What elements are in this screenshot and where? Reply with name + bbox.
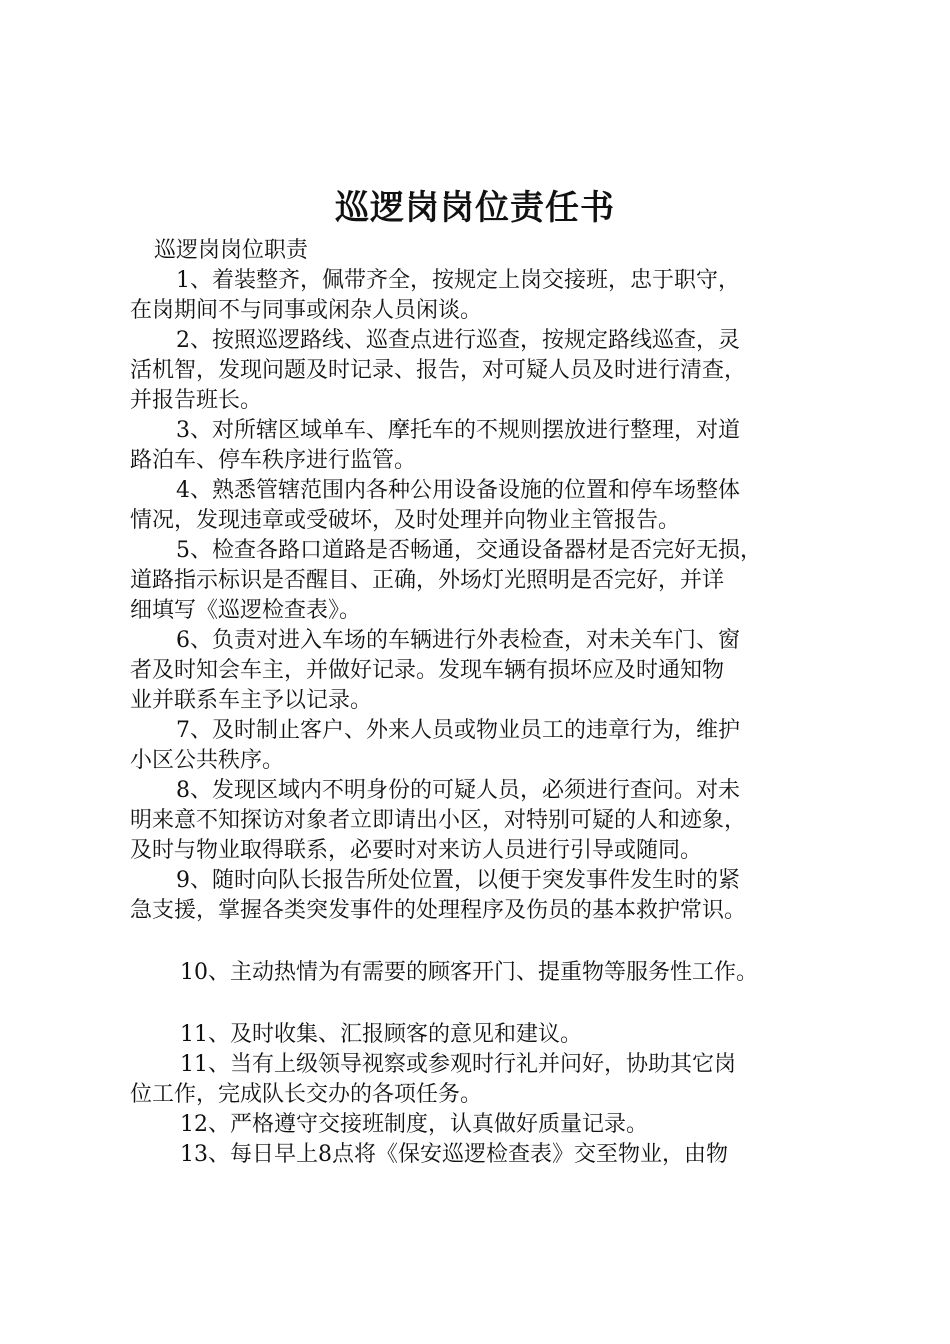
paragraph-line: 5、检查各路口道路是否畅通，交通设备器材是否完好无损， (176, 538, 762, 563)
paragraph-line: 活机智，发现问题及时记录、报告，对可疑人员及时进行清查， (130, 358, 747, 383)
paragraph-line: 4、熟悉管辖范围内各种公用设备设施的位置和停车场整体 (176, 478, 740, 503)
paragraph-line: 9、随时向队长报告所处位置，以便于突发事件发生时的紧 (176, 868, 740, 893)
paragraph-line: 在岗期间不与同事或闲杂人员闲谈。 (130, 298, 483, 323)
paragraph-line: 10、主动热情为有需要的顾客开门、提重物等服务性工作。 (180, 960, 758, 985)
paragraph-line: 3、对所辖区域单车、摩托车的不规则摆放进行整理，对道 (176, 418, 740, 443)
paragraph-line: 7、及时制止客户、外来人员或物业员工的违章行为，维护 (176, 718, 740, 743)
paragraph-line: 者及时知会车主，并做好记录。发现车辆有损坏应及时通知物 (130, 658, 725, 683)
document-body (130, 236, 850, 1170)
paragraph-line: 道路指示标识是否醒目、正确，外场灯光照明是否完好，并详 (130, 568, 725, 593)
paragraph-line: 12、严格遵守交接班制度，认真做好质量记录。 (180, 1112, 648, 1137)
paragraph-line: 情况，发现违章或受破坏，及时处理并向物业主管报告。 (130, 508, 681, 533)
paragraph-line: 2、按照巡逻路线、巡查点进行巡查，按规定路线巡查，灵 (176, 328, 740, 353)
paragraph-line: 及时与物业取得联系，必要时对来访人员进行引导或随同。 (130, 838, 703, 863)
paragraph-line: 11、及时收集、汇报顾客的意见和建议。 (180, 1022, 582, 1047)
paragraph-line: 8、发现区域内不明身份的可疑人员，必须进行查问。对未 (176, 778, 740, 803)
paragraph-line: 小区公共秩序。 (130, 748, 285, 773)
paragraph-line: 位工作，完成队长交办的各项任务。 (130, 1082, 483, 1107)
document-title: 巡逻岗岗位责任书 (335, 188, 615, 228)
paragraph-line: 业并联系车主予以记录。 (130, 688, 373, 713)
paragraph-line: 11、当有上级领导视察或参观时行礼并问好，协助其它岗 (180, 1052, 736, 1077)
paragraph-line: 明来意不知探访对象者立即请出小区，对特别可疑的人和迹象， (130, 808, 747, 833)
paragraph-line: 13、每日早上8点将《保安巡逻检查表》交至物业，由物 (180, 1142, 728, 1167)
section-heading: 巡逻岗岗位职责 (154, 238, 309, 263)
paragraph-line: 急支援，掌握各类突发事件的处理程序及伤员的基本救护常识。 (130, 898, 747, 923)
paragraph-line: 1、着装整齐，佩带齐全，按规定上岗交接班，忠于职守， (176, 268, 740, 293)
paragraph-line: 细填写《巡逻检查表》。 (130, 598, 362, 623)
paragraph-line: 6、负责对进入车场的车辆进行外表检查，对未关车门、窗 (176, 628, 740, 653)
paragraph-line: 并报告班长。 (130, 388, 263, 413)
spacer (130, 988, 850, 1020)
paragraph-line: 路泊车、停车秩序进行监管。 (130, 448, 417, 473)
spacer (130, 926, 850, 958)
